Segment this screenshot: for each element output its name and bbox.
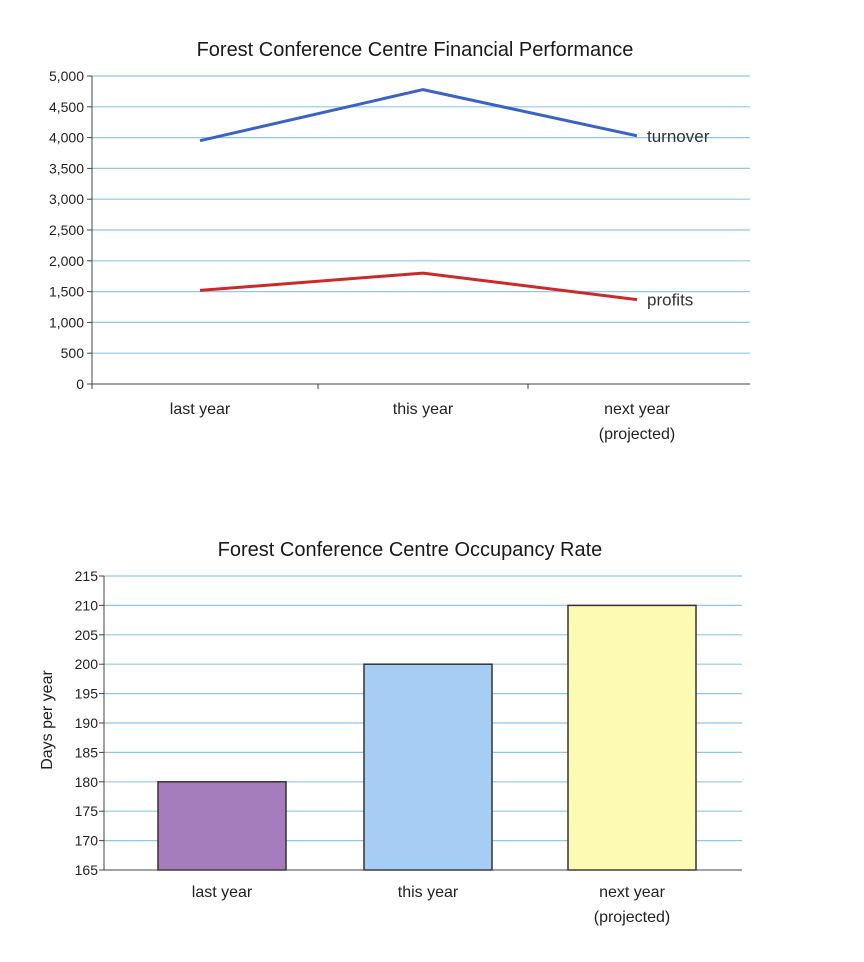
line-chart-y-tick-label: 1,500 <box>48 283 84 300</box>
line-chart-x-axis <box>92 384 675 443</box>
bar-chart-y-tick-label: 165 <box>74 862 98 878</box>
line-chart-x-tick-label: this year <box>392 401 454 418</box>
bar-chart-x-tick-label: this year <box>397 884 459 901</box>
line-chart-series-label-profits: profits <box>647 290 694 310</box>
line-chart-series-label-turnover: turnover <box>647 126 710 146</box>
bar-chart-y-axis <box>75 568 104 878</box>
line-chart-y-tick-label: 4,000 <box>48 129 84 146</box>
bar-chart-y-tick-label: 205 <box>74 626 98 643</box>
bar-chart-y-tick-label: 170 <box>74 832 98 849</box>
line-chart-x-tick-sublabel: (projected) <box>598 426 676 443</box>
line-chart-x-tick-label: next year <box>604 401 670 418</box>
line-chart-y-axis <box>49 68 92 392</box>
line-chart-y-tick-label: 0 <box>76 376 84 392</box>
bar-this-year <box>364 664 492 870</box>
line-chart-series-profits <box>200 273 637 300</box>
line-chart <box>49 39 750 443</box>
bar-chart-x-tick-label: next year <box>599 884 665 901</box>
line-chart-y-tick-label: 5,000 <box>48 68 84 84</box>
bar-chart-title: Forest Conference Centre Occupancy Rate <box>217 539 603 561</box>
bar-next-year <box>568 605 696 870</box>
bar-chart-y-tick-label: 190 <box>74 715 98 731</box>
bar-chart-x-tick-sublabel: (projected) <box>593 909 671 926</box>
line-chart-y-tick-label: 1,000 <box>48 314 84 331</box>
line-chart-grid <box>92 76 750 353</box>
bar-chart-y-tick-label: 195 <box>74 685 98 702</box>
line-chart-title: Forest Conference Centre Financial Performance <box>196 39 634 61</box>
line-chart-y-tick-label: 3,500 <box>48 160 84 177</box>
bar-chart-y-tick-label: 185 <box>74 744 98 761</box>
bar-chart-y-tick-label: 175 <box>74 803 98 820</box>
line-chart-series <box>200 90 637 300</box>
line-chart-x-tick-label: last year <box>169 401 231 418</box>
bar-chart-y-tick-label: 210 <box>74 597 98 614</box>
bar-last-year <box>158 782 286 870</box>
bar-chart-y-tick-label: 200 <box>74 656 98 673</box>
bar-chart-y-tick-label: 180 <box>74 773 98 790</box>
line-chart-y-tick-label: 2,000 <box>48 252 84 269</box>
line-chart-y-tick-label: 3,000 <box>48 191 84 208</box>
bar-chart-x-tick-label: last year <box>191 884 253 901</box>
line-chart-series-turnover <box>200 90 637 141</box>
line-chart-series-labels <box>647 127 710 310</box>
line-chart-y-tick-label: 4,500 <box>48 98 84 115</box>
line-chart-y-tick-label: 2,500 <box>48 222 84 238</box>
bar-chart-y-tick-label: 215 <box>74 568 98 584</box>
bar-chart <box>39 539 742 926</box>
bar-chart-x-axis <box>192 884 670 926</box>
line-chart-y-tick-label: 500 <box>60 345 84 362</box>
bar-chart-y-axis-label: Days per year <box>39 670 56 770</box>
bar-chart-bars <box>158 605 696 870</box>
